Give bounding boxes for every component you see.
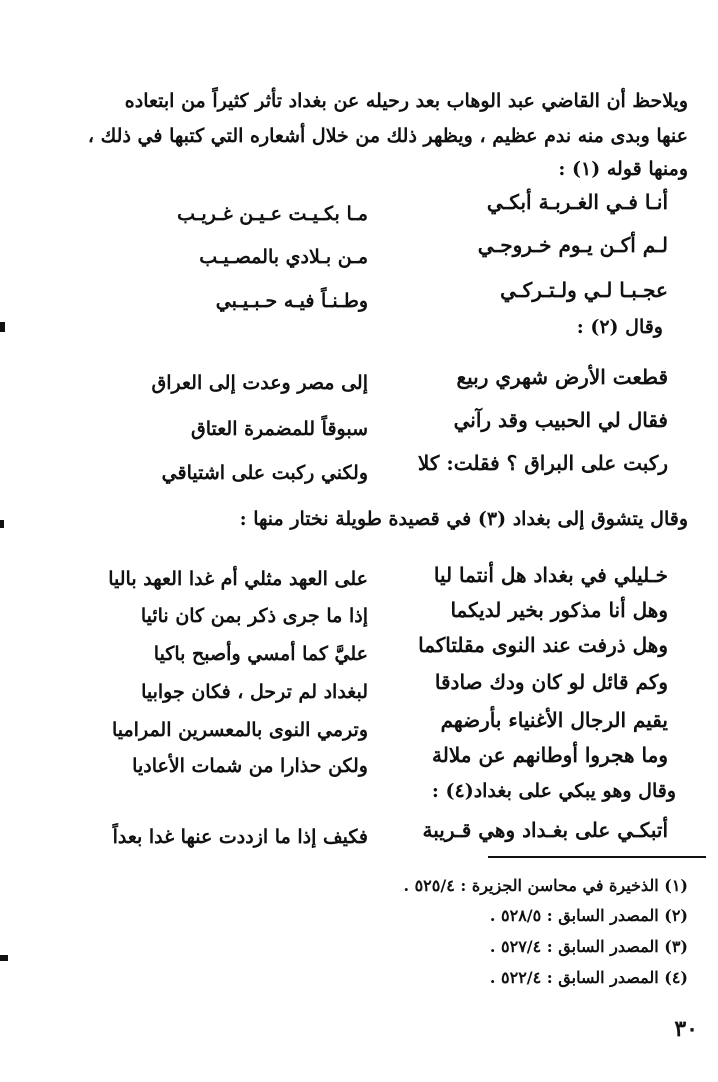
footnote-4: (٤) المصدر السابق : ٥٢٢/٤ .	[489, 968, 688, 987]
poem2-verse-1-second-hemistich: إلى مصر وعدت إلى العراق	[151, 372, 368, 394]
footnote-3: (٣) المصدر السابق : ٥٢٧/٤ .	[489, 937, 688, 956]
poem1-verse-3-second-hemistich: وطـنـاً فيـه حـبـيـبي	[215, 290, 368, 312]
poem3-verse-5-first-hemistich: يقيم الرجال الأغنياء بأرضهم	[440, 708, 668, 732]
footnote-2: (٢) المصدر السابق : ٥٢٨/٥ .	[489, 906, 688, 925]
intro-line-3: ومنها قوله (١) :	[558, 158, 688, 180]
footnote-separator	[488, 856, 706, 858]
poem2-verse-1-first-hemistich: قطعت الأرض شهري ربيع	[456, 365, 668, 389]
poem3-verse-5-second-hemistich: وترمي النوى بالمعسرين المراميا	[111, 719, 368, 741]
poem1-verse-1-first-hemistich: أنـا فـي الغـربـة أبكـي	[486, 190, 668, 214]
intro-line-2: عنها وبدى منه ندم عظيم ، ويظهر ذلك من خلال أشعاره التي كتبها في ذلك ،	[87, 125, 688, 147]
poem2-verse-2-first-hemistich: فقال لي الحبيب وقد رآني	[453, 408, 668, 432]
poem3-verse-6-second-hemistich: ولكن حذارا من شمات الأعاديا	[132, 755, 368, 777]
poem2-verse-3-first-hemistich: ركبت على البراق ؟ فقلت: كلا	[417, 451, 668, 475]
poem3-verse-2-second-hemistich: إذا ما جرى ذكر بمن كان نائيا	[140, 605, 368, 627]
poem3-verse-6-first-hemistich: وما هجروا أوطانهم عن ملالة	[432, 743, 668, 767]
poem1-verse-2-first-hemistich: لـم أكـن يـوم خـروجـي	[477, 233, 668, 257]
poem1-verse-1-second-hemistich: مـا بكـيـت عـيـن غـريـب	[177, 203, 368, 225]
poem3-intro: وقال يتشوق إلى بغداد (٣) في قصيدة طويلة نختار منها :	[239, 508, 688, 530]
scan-margin-mark	[0, 520, 4, 528]
poem3-verse-1-first-hemistich: خـليلي في بغداد هل أنتما ليا	[433, 563, 668, 587]
page-number: ٣٠	[674, 1016, 698, 1042]
poem3-verse-4-second-hemistich: لبغداد لم ترحل ، فكان جوابيا	[141, 681, 368, 703]
poem4-verse-1-second-hemistich: فكيف إذا ما ازددت عنها غدا بعداً	[112, 826, 368, 848]
poem4-verse-1-first-hemistich: أتبكـي على بغـداد وهي قـريبة	[422, 818, 668, 842]
poem1-verse-2-second-hemistich: مـن بـلادي بالمصـيـب	[199, 246, 368, 268]
poem3-verse-4-first-hemistich: وكم قائل لو كان ودك صادقا	[434, 670, 668, 694]
poem1-verse-3-first-hemistich: عجـبـا لـي ولـتـركـي	[500, 278, 668, 302]
poem2-verse-3-second-hemistich: ولكني ركبت على اشتياقي	[161, 462, 368, 484]
poem3-verse-3-second-hemistich: عليَّ كما أمسي وأصبح باكيا	[153, 643, 368, 665]
scan-margin-mark	[0, 955, 8, 961]
intro-line-1: ويلاحظ أن القاضي عبد الوهاب بعد رحيله عن بغداد تأثر كثيراً من ابتعاده	[124, 90, 688, 112]
poem2-intro: وقال (٢) :	[576, 316, 663, 338]
poem2-verse-2-second-hemistich: سبوقاً للمضمرة العتاق	[190, 418, 368, 440]
footnote-1: (١) الذخيرة في محاسن الجزيرة : ٥٢٥/٤ .	[403, 876, 688, 895]
scan-margin-mark	[0, 322, 5, 332]
poem3-verse-1-second-hemistich: على العهد مثلي أم غدا العهد باليا	[108, 568, 368, 590]
poem3-verse-2-first-hemistich: وهل أنا مذكور بخير لديكما	[450, 598, 668, 622]
poem4-intro: وقال وهو يبكي على بغداد(٤) :	[431, 780, 676, 802]
poem3-verse-3-first-hemistich: وهل ذرفت عند النوى مقلتاكما	[418, 633, 668, 657]
